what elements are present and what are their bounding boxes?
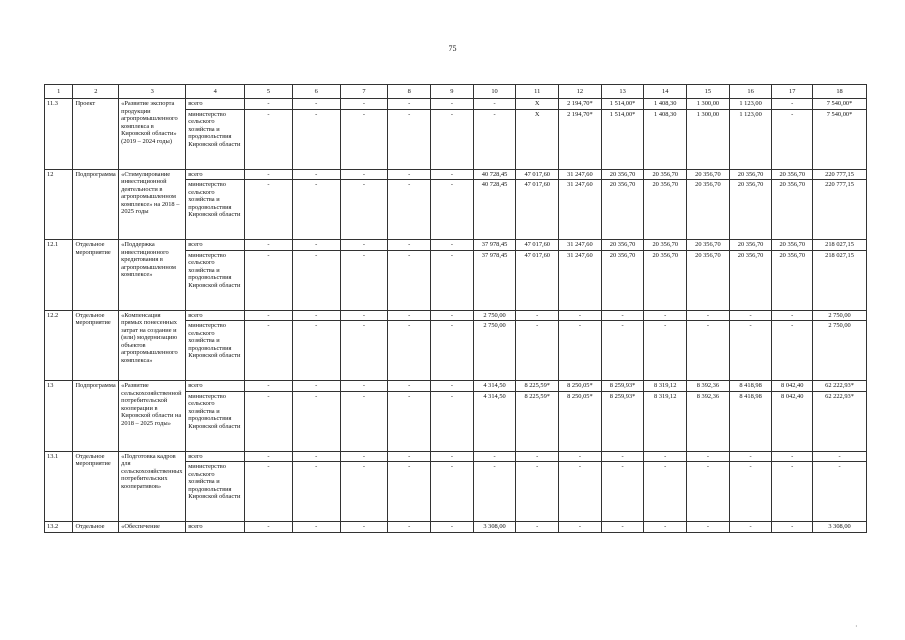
value-cell: 8 418,98	[729, 391, 772, 451]
value-cell: 8 319,12	[644, 391, 687, 451]
value-cell: -	[388, 522, 431, 533]
row-type: Отдельное мероприятие	[73, 451, 119, 522]
value-cell: 1 514,00*	[601, 109, 644, 169]
header-cell: 13	[601, 85, 644, 99]
value-cell: -	[340, 250, 388, 310]
value-cell: -	[245, 109, 293, 169]
value-cell: -	[687, 321, 730, 381]
row-responsible: всего	[186, 310, 245, 321]
value-cell: -	[292, 180, 340, 240]
value-cell: -	[245, 250, 293, 310]
value-cell: -	[516, 451, 559, 462]
value-cell: -	[601, 321, 644, 381]
value-cell: -	[772, 321, 813, 381]
value-cell: 220 777,15	[813, 180, 867, 240]
value-cell: -	[431, 169, 474, 180]
value-cell: -	[772, 99, 813, 110]
value-cell: 31 247,60	[559, 180, 602, 240]
value-cell: -	[772, 522, 813, 533]
value-cell: 4 314,50	[473, 391, 516, 451]
value-cell: -	[292, 109, 340, 169]
row-number: 13	[45, 381, 73, 452]
row-responsible: министерство сельского хозяйства и продовольствия Кировской области	[186, 321, 245, 381]
value-cell: -	[559, 462, 602, 522]
value-cell: -	[516, 522, 559, 533]
row-type: Отдельное мероприятие	[73, 240, 119, 311]
header-cell: 8	[388, 85, 431, 99]
row-name: «Компенсация прямых понесенных затрат на создание и (или) модернизацию объектов агропромышленного комплекса»	[119, 310, 186, 381]
value-cell: -	[292, 381, 340, 392]
value-cell: -	[729, 310, 772, 321]
value-cell: 2 750,00	[473, 310, 516, 321]
header-cell: 12	[559, 85, 602, 99]
value-cell: -	[388, 99, 431, 110]
value-cell: 20 356,70	[644, 180, 687, 240]
value-cell: 20 356,70	[601, 240, 644, 251]
value-cell: -	[431, 381, 474, 392]
value-cell: -	[388, 381, 431, 392]
value-cell: -	[292, 462, 340, 522]
value-cell: 8 225,59*	[516, 391, 559, 451]
value-cell: -	[431, 310, 474, 321]
header-cell: 11	[516, 85, 559, 99]
value-cell: 31 247,60	[559, 169, 602, 180]
value-cell: -	[431, 462, 474, 522]
value-cell: 20 356,70	[729, 169, 772, 180]
value-cell: -	[644, 321, 687, 381]
value-cell: -	[431, 240, 474, 251]
value-cell: 8 259,93*	[601, 381, 644, 392]
value-cell: -	[687, 462, 730, 522]
value-cell: -	[687, 310, 730, 321]
row-type: Проект	[73, 99, 119, 170]
value-cell: 20 356,70	[772, 169, 813, 180]
value-cell: -	[601, 462, 644, 522]
row-number: 12.1	[45, 240, 73, 311]
value-cell: 1 123,00	[729, 109, 772, 169]
value-cell: -	[340, 99, 388, 110]
value-cell: 1 408,30	[644, 99, 687, 110]
value-cell: -	[729, 462, 772, 522]
row-type: Подпрограмма	[73, 169, 119, 240]
value-cell: 20 356,70	[772, 240, 813, 251]
table-header	[45, 85, 867, 99]
value-cell: -	[388, 240, 431, 251]
value-cell: -	[388, 109, 431, 169]
value-cell: 20 356,70	[687, 240, 730, 251]
value-cell: -	[772, 451, 813, 462]
value-cell: -	[292, 451, 340, 462]
value-cell: -	[388, 451, 431, 462]
row-type: Отдельное мероприятие	[73, 310, 119, 381]
value-cell: 8 250,05*	[559, 391, 602, 451]
header-cell: 17	[772, 85, 813, 99]
header-cell: 4	[186, 85, 245, 99]
header-cell: 9	[431, 85, 474, 99]
header-cell: 2	[73, 85, 119, 99]
header-cell: 10	[473, 85, 516, 99]
row-type: Отдельное	[73, 522, 119, 533]
value-cell: -	[644, 522, 687, 533]
value-cell: 8 319,12	[644, 381, 687, 392]
budget-table	[44, 84, 867, 533]
value-cell: 62 222,93*	[813, 381, 867, 392]
value-cell: 2 194,70*	[559, 109, 602, 169]
value-cell: -	[292, 250, 340, 310]
value-cell: -	[245, 99, 293, 110]
row-number: 12.2	[45, 310, 73, 381]
value-cell: 8 392,36	[687, 381, 730, 392]
value-cell: -	[431, 109, 474, 169]
row-responsible: министерство сельского хозяйства и продовольствия Кировской области	[186, 180, 245, 240]
value-cell: -	[340, 381, 388, 392]
table-row	[45, 169, 867, 180]
page-number: 75	[448, 44, 457, 53]
value-cell: -	[431, 250, 474, 310]
value-cell: -	[388, 321, 431, 381]
corner-mark: ·	[855, 622, 858, 631]
header-cell: 18	[813, 85, 867, 99]
value-cell: -	[431, 180, 474, 240]
row-name: «Развитие сельскохозяйственной потребительской кооперации в Кировской области на 2018 – 2025 годы»	[119, 381, 186, 452]
value-cell: 20 356,70	[729, 240, 772, 251]
value-cell: 8 392,36	[687, 391, 730, 451]
value-cell: 20 356,70	[601, 180, 644, 240]
value-cell: 1 123,00	[729, 99, 772, 110]
value-cell: -	[516, 321, 559, 381]
value-cell: -	[729, 321, 772, 381]
value-cell: -	[340, 462, 388, 522]
value-cell: 20 356,70	[687, 250, 730, 310]
value-cell: 218 027,15	[813, 240, 867, 251]
table-row	[45, 522, 867, 533]
header-cell: 3	[119, 85, 186, 99]
value-cell: 37 978,45	[473, 250, 516, 310]
value-cell: -	[729, 522, 772, 533]
row-name: «Стимулирование инвестиционной деятельности в агропромышленном комплексе» на 2018 – 2025 годы	[119, 169, 186, 240]
row-number: 13.1	[45, 451, 73, 522]
value-cell: 7 540,00*	[813, 99, 867, 110]
row-name: «Поддержка инвестиционного кредитования в агропромышленном комплексе»	[119, 240, 186, 311]
value-cell: -	[292, 522, 340, 533]
value-cell: -	[245, 462, 293, 522]
row-name: «Развитие экспорта продукции агропромышленного комплекса в Кировской области» (2019 – 2024 годы)	[119, 99, 186, 170]
value-cell: 20 356,70	[772, 180, 813, 240]
value-cell: -	[431, 99, 474, 110]
value-cell: 8 225,59*	[516, 381, 559, 392]
value-cell: 8 042,40	[772, 391, 813, 451]
value-cell: 3 308,00	[813, 522, 867, 533]
header-cell: 7	[340, 85, 388, 99]
value-cell: -	[772, 310, 813, 321]
value-cell: 1 408,30	[644, 109, 687, 169]
value-cell: 20 356,70	[729, 180, 772, 240]
value-cell: -	[431, 321, 474, 381]
value-cell: -	[245, 310, 293, 321]
value-cell: -	[340, 451, 388, 462]
value-cell: -	[431, 522, 474, 533]
value-cell: -	[729, 451, 772, 462]
row-responsible: министерство сельского хозяйства и продовольствия Кировской области	[186, 250, 245, 310]
value-cell: -	[292, 310, 340, 321]
row-responsible: всего	[186, 99, 245, 110]
value-cell: 31 247,60	[559, 250, 602, 310]
value-cell: -	[559, 310, 602, 321]
value-cell: 2 750,00	[813, 321, 867, 381]
table-row	[45, 310, 867, 321]
value-cell: -	[245, 522, 293, 533]
value-cell: 47 017,60	[516, 180, 559, 240]
value-cell: -	[340, 522, 388, 533]
row-responsible: министерство сельского хозяйства и продовольствия Кировской области	[186, 109, 245, 169]
row-responsible: всего	[186, 169, 245, 180]
value-cell: -	[431, 391, 474, 451]
value-cell: 8 418,98	[729, 381, 772, 392]
value-cell: -	[516, 462, 559, 522]
value-cell: -	[292, 169, 340, 180]
value-cell: 7 540,00*	[813, 109, 867, 169]
value-cell: -	[516, 310, 559, 321]
row-responsible: всего	[186, 240, 245, 251]
row-responsible: всего	[186, 381, 245, 392]
value-cell: -	[245, 321, 293, 381]
value-cell: 47 017,60	[516, 169, 559, 180]
row-number: 13.2	[45, 522, 73, 533]
value-cell: 20 356,70	[772, 250, 813, 310]
value-cell: -	[601, 310, 644, 321]
value-cell: 47 017,60	[516, 250, 559, 310]
row-responsible: всего	[186, 451, 245, 462]
value-cell: 62 222,93*	[813, 391, 867, 451]
value-cell: 3 308,00	[473, 522, 516, 533]
value-cell: -	[340, 310, 388, 321]
value-cell: -	[245, 381, 293, 392]
value-cell: 37 978,45	[473, 240, 516, 251]
value-cell: 1 300,00	[687, 109, 730, 169]
header-cell: 14	[644, 85, 687, 99]
value-cell: -	[292, 240, 340, 251]
value-cell: 218 027,15	[813, 250, 867, 310]
row-name: «Подготовка кадров для сельскохозяйственных потребительских кооперативов»	[119, 451, 186, 522]
value-cell: 8 259,93*	[601, 391, 644, 451]
value-cell: 20 356,70	[601, 169, 644, 180]
header-cell: 15	[687, 85, 730, 99]
table-row	[45, 381, 867, 392]
value-cell: -	[388, 180, 431, 240]
value-cell: 8 042,40	[772, 381, 813, 392]
value-cell: -	[431, 451, 474, 462]
header-cell: 16	[729, 85, 772, 99]
value-cell: 220 777,15	[813, 169, 867, 180]
value-cell: 1 300,00	[687, 99, 730, 110]
value-cell: -	[687, 451, 730, 462]
value-cell: -	[813, 451, 867, 462]
value-cell: 1 514,00*	[601, 99, 644, 110]
value-cell: -	[772, 462, 813, 522]
value-cell: -	[388, 250, 431, 310]
table-row	[45, 451, 867, 462]
value-cell: -	[245, 169, 293, 180]
value-cell: -	[388, 391, 431, 451]
row-number: 12	[45, 169, 73, 240]
row-responsible: министерство сельского хозяйства и продовольствия Кировской области	[186, 462, 245, 522]
row-number: 11.3	[45, 99, 73, 170]
value-cell: X	[516, 109, 559, 169]
value-cell: -	[559, 451, 602, 462]
value-cell: -	[292, 391, 340, 451]
value-cell: -	[644, 462, 687, 522]
value-cell: -	[473, 109, 516, 169]
value-cell: -	[388, 169, 431, 180]
value-cell: -	[644, 310, 687, 321]
value-cell: -	[559, 321, 602, 381]
row-responsible: министерство сельского хозяйства и продовольствия Кировской области	[186, 391, 245, 451]
value-cell: -	[340, 240, 388, 251]
value-cell: 31 247,60	[559, 240, 602, 251]
value-cell: 2 750,00	[813, 310, 867, 321]
value-cell: -	[292, 99, 340, 110]
value-cell: 2 750,00	[473, 321, 516, 381]
value-cell: -	[245, 391, 293, 451]
value-cell: -	[340, 169, 388, 180]
row-type: Подпрограмма	[73, 381, 119, 452]
header-cell: 5	[245, 85, 293, 99]
value-cell: -	[601, 451, 644, 462]
value-cell: -	[388, 462, 431, 522]
value-cell: -	[340, 321, 388, 381]
value-cell: 20 356,70	[644, 240, 687, 251]
value-cell: 20 356,70	[729, 250, 772, 310]
value-cell: 20 356,70	[644, 250, 687, 310]
value-cell: -	[292, 321, 340, 381]
value-cell: -	[473, 451, 516, 462]
value-cell: 20 356,70	[687, 180, 730, 240]
value-cell: 40 728,45	[473, 169, 516, 180]
value-cell: X	[516, 99, 559, 110]
value-cell: -	[473, 462, 516, 522]
value-cell: 47 017,60	[516, 240, 559, 251]
value-cell: -	[245, 180, 293, 240]
value-cell: -	[340, 391, 388, 451]
value-cell: -	[473, 99, 516, 110]
value-cell: -	[340, 109, 388, 169]
value-cell: 20 356,70	[644, 169, 687, 180]
row-name: «Обеспечение	[119, 522, 186, 533]
value-cell: -	[245, 240, 293, 251]
table-row	[45, 99, 867, 110]
value-cell: 20 356,70	[687, 169, 730, 180]
value-cell: -	[245, 451, 293, 462]
value-cell: 2 194,70*	[559, 99, 602, 110]
value-cell: -	[687, 522, 730, 533]
header-cell: 1	[45, 85, 73, 99]
value-cell: 20 356,70	[601, 250, 644, 310]
value-cell: 40 728,45	[473, 180, 516, 240]
value-cell: 4 314,50	[473, 381, 516, 392]
value-cell: -	[340, 180, 388, 240]
row-responsible: всего	[186, 522, 245, 533]
value-cell: -	[813, 462, 867, 522]
header-cell: 6	[292, 85, 340, 99]
table-row	[45, 240, 867, 251]
value-cell: -	[559, 522, 602, 533]
value-cell: 8 250,05*	[559, 381, 602, 392]
value-cell: -	[601, 522, 644, 533]
table-body	[45, 99, 867, 533]
value-cell: -	[772, 109, 813, 169]
value-cell: -	[388, 310, 431, 321]
value-cell: -	[644, 451, 687, 462]
